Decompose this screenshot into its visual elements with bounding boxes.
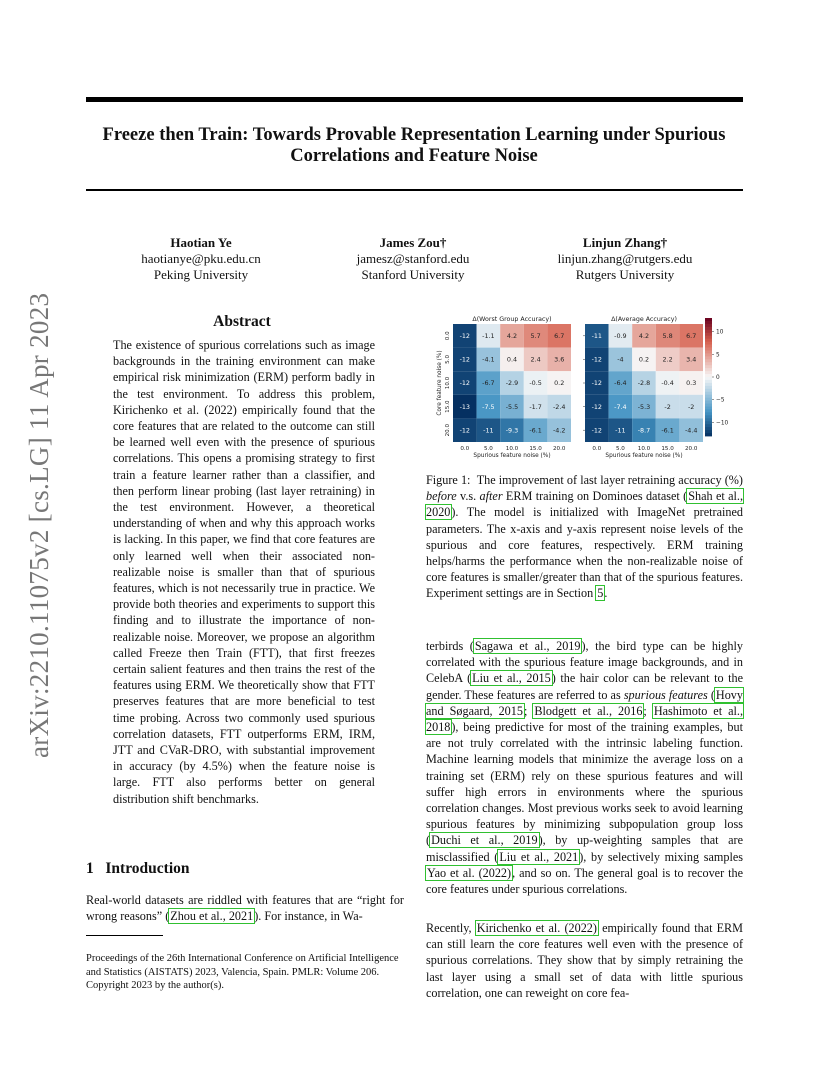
colorbar-segment [705,389,712,392]
top-rule [86,97,743,102]
colorbar-segment [705,407,712,410]
colorbar-segment [705,383,712,386]
text-run: Recently, [426,921,476,935]
cell-label: -9.3 [505,426,519,435]
colorbar-segment [705,324,712,327]
cell-label: -2.4 [552,402,566,411]
heatmap-title: Δ(Average Accuracy) [611,316,677,323]
cell-label: 0.2 [638,355,650,364]
author-affiliation: Stanford University [361,267,465,282]
cell-label: -8.7 [637,426,651,435]
cell-label: 5.7 [530,332,541,340]
author-affiliation: Peking University [153,267,249,282]
text-run: ), by up-weighting samples that are misclassified ( [426,833,743,864]
colorbar-segment [705,430,712,433]
colorbar-segment [705,333,712,336]
colorbar-segment [705,377,712,380]
x-axis-label: Spurious feature noise (%) [473,453,551,459]
text-run: ; [523,703,534,718]
cell-label: -11 [591,332,603,340]
cell-label: 0.3 [686,379,697,388]
cell-label: -12 [459,426,471,435]
colorbar-segment [705,386,712,389]
cell-label: -0.5 [529,379,542,388]
author-affiliation: Rutgers University [575,267,675,282]
citation-link[interactable]: Liu et al., 2021 [499,849,579,864]
colorbar-tick-label: −5 [716,397,725,404]
citation-link[interactable]: Yao et al. (2022) [427,865,512,880]
citation-link[interactable]: Zhou et al., 2021 [170,909,254,924]
colorbar-segment [705,427,712,430]
colorbar-segment [705,348,712,351]
colorbar-segment [705,327,712,330]
citation-link[interactable]: Liu et al., 2015 [472,671,551,686]
colorbar-segment [705,339,712,342]
colorbar-segment [705,418,712,421]
colorbar-segment [705,350,712,353]
cell-label: -12 [591,402,603,411]
cell-label: -5.5 [505,402,519,411]
arxiv-stamp: arXiv:2210.11075v2 [cs.LG] 11 Apr 2023 [24,292,54,758]
title-rule [86,189,743,191]
right-column-paragraph-1 [426,638,743,897]
intro-heading: 1 Introduction [86,860,190,877]
author-2 [313,235,513,283]
figure-1-heatmaps [432,312,748,462]
x-axis-label: Spurious feature noise (%) [605,453,683,459]
cell-label: -12 [591,355,603,364]
cell-label: -2 [664,402,671,411]
cell-label: -2.9 [505,379,519,388]
footnote: Proceedings of the 26th International Conference on Artificial Intelligence and Statistics (AISTATS) 2023, Valencia, Spain. PMLR: Volume 206. Copyright 2023 by the author(s). [86,953,399,991]
colorbar-segment [705,318,712,321]
colorbar-segment [705,362,712,365]
cell-label: -4 [617,355,624,364]
colorbar-segment [705,395,712,398]
citation-link[interactable]: Blodgett et al., 2016 [534,703,643,718]
colorbar-segment [705,371,712,374]
y-tick-label: 20.0 [445,423,451,437]
cell-label: 3.4 [686,355,697,364]
colorbar-segment [705,342,712,345]
colorbar-segment [705,356,712,359]
cell-label: -11 [615,426,626,435]
x-tick-label: 5.0 [483,446,493,452]
cell-label: -12 [459,355,471,364]
cell-label: 6.7 [554,332,565,340]
emphasis-text: spurious features [623,687,708,702]
colorbar-segment [705,404,712,407]
colorbar-segment [705,368,712,371]
y-tick-label: 5.0 [445,354,451,364]
cell-label: -0.9 [614,332,627,340]
cell-label: 5.8 [662,332,673,340]
cell-label: -5.3 [637,402,651,411]
text-run: ), the bird type can be highly correlated with the spurious feature image backgrounds, and in CelebA ( [426,639,743,686]
caption-body: The improvement of last layer retraining accuracy (%) before v.s. after ERM training on Dominoes dataset (Shah et al., 2020). The model is initialized with ImageNet pretrained parameters. The x-axis and y-axis represent noise levels of the spurious and core features, respectively. ERM training helps/harms the performance when the non-realizable noise of core features is smaller/greater than that of the spurious features. Experiment settings are in Section 5. [426,473,743,601]
y-tick-label: 15.0 [445,400,451,413]
y-axis-label: Core feature noise (%) [437,350,443,416]
cell-label: 0.2 [554,379,565,388]
cell-label: -6.4 [614,379,627,388]
colorbar-segment [705,345,712,348]
x-tick-label: 10.0 [637,446,651,452]
cell-label: 6.7 [686,332,697,340]
cell-label: -12 [459,379,471,388]
cell-label: 4.2 [638,332,650,340]
colorbar-tick-label: 0 [716,375,720,381]
x-tick-label: 15.0 [661,446,674,452]
heatmap-title: Δ(Worst Group Accuracy) [472,316,552,323]
colorbar-segment [705,409,712,412]
author-name: James Zou† [379,235,447,250]
text-run: ; [643,703,653,718]
author-name: Haotian Ye [170,235,232,250]
caption-label: Figure 1: [426,473,471,487]
x-tick-label: 20.0 [684,446,698,452]
colorbar-segment [705,330,712,333]
cell-label: 2.4 [530,355,541,364]
citation-link[interactable]: Shah et al., 2020 [426,489,743,520]
colorbar-tick-label: −10 [716,420,729,427]
cell-label: -4.2 [552,426,566,435]
author-email[interactable]: haotianye@pku.edu.cn [141,251,261,266]
abstract-heading: Abstract [213,313,271,330]
cell-label: 0.4 [506,355,518,364]
author-name: Linjun Zhang† [582,235,668,250]
colorbar-segment [705,433,712,436]
cell-label: -12 [459,332,471,340]
cell-label: -1.7 [529,402,542,411]
right-column-paragraph-2 [426,920,743,1001]
cell-label: 3.6 [554,355,565,364]
cell-label: -1.1 [482,332,495,340]
author-3 [525,235,725,283]
colorbar-segment [705,353,712,356]
colorbar-segment [705,415,712,418]
cell-label: -12 [591,379,603,388]
cell-label: -2 [688,402,695,411]
colorbar-segment [705,424,712,427]
paper-title: Freeze then Train: Towards Provable Representation Learning under Spurious Correlations and Feature Noise [102,125,726,166]
citation-link[interactable]: Hashimoto et al., 2018 [426,703,743,735]
text-run: ) the hair color can be relevant to the gender. These features are referred to as [426,671,743,702]
citation-link[interactable]: Kirichenko et al. (2022) [476,921,597,935]
colorbar-segment [705,374,712,377]
x-tick-label: 0.0 [592,446,602,452]
text-run: ), by selectively mixing samples [579,849,744,864]
citation-link[interactable]: Duchi et al., 2019 [431,833,538,848]
cell-label: -7.4 [614,402,627,411]
colorbar-segment [705,359,712,362]
cell-label: -6.7 [482,379,495,388]
colorbar-tick-label: 5 [716,352,720,359]
figure-caption [426,472,743,602]
author-email[interactable]: jamesz@stanford.edu [356,251,470,266]
colorbar-segment [705,412,712,415]
text-run: ), being predictive for most of the training examples, but are not truly correlated with the intrinsic labeling function. Machine learning models that minimize the average loss on a training set (ERM) rely on these spurious features and will suffer high errors in environments where the spurious correlation changes. Most previous works seek to avoid learning spurious features by minimizing subpopulation group loss ( [426,720,743,848]
colorbar-tick-label: 10 [716,329,724,336]
author-1 [101,235,301,283]
colorbar-segment [705,365,712,368]
cell-label: -11 [483,426,494,435]
x-tick-label: 20.0 [552,446,566,452]
abstract-text: The existence of spurious correlations such as image backgrounds in the training environment can make empirical risk minimization (ERM) perform badly in the test environment. To address this problem, Kirichenko et al. (2022) empirically found that the core features that are related to the outcome can still be learned well even with the presence of spurious correlations. This opens a promising strategy to first train a feature learner rather than a classifier, and then perform linear probing (last layer retraining) in the test environment. However, a theoretical understanding of when and why this approach works is lacking. In this paper, we find that core features are only learned well when their associated non-realizable noise is smaller than that of spurious features, which is not necessarily true in practice. We provide both theories and experiments to support this finding and to illustrate the importance of non-realizable noise. Moreover, we propose an algorithm called Freeze then Train (FTT), that first freezes certain salient features and then trains the rest of the features using ERM. We theoretically show that FTT preserves features that are more beneficial to test time probing. Across two commonly used spurious correlation datasets, FTT outperforms ERM, IRM, JTT and CVaR-DRO, with substantial improvement in accuracy (by 4.5%) when the feature noise is large. FTT also performs better on general distribution shift benchmarks. [113,338,375,806]
colorbar-segment [705,380,712,383]
y-tick-label: 10.0 [445,376,451,390]
cell-label: -6.1 [529,426,542,435]
text-run: ( [707,687,715,702]
citation-link[interactable]: Hovy and Søgaard, 2015 [426,687,743,718]
author-email[interactable]: linjun.zhang@rutgers.edu [557,251,693,266]
colorbar-segment [705,421,712,424]
cell-label: -0.4 [661,379,674,388]
citation-link[interactable]: 5 [597,586,604,601]
cell-label: -12 [591,426,603,435]
cell-label: 4.2 [506,332,518,340]
colorbar-segment [705,336,712,339]
cell-label: -6.1 [661,426,674,435]
intro-text-a: Real-world datasets are riddled with features that are “right for wrong reasons” ( [86,893,404,924]
cell-label: -4.4 [684,426,698,435]
text-run: , and so on. The general goal is to recover the core features under spurious correlations. [426,865,743,897]
text-run: terbirds ( [426,639,474,653]
footnote-rule [86,935,163,936]
intro-text [86,892,404,924]
y-tick-label: 0.0 [445,331,451,341]
citation-link[interactable]: Sagawa et al., 2019 [474,639,581,653]
intro-text-b: ). For instance, in Wa- [254,909,363,924]
cell-label: -4.1 [482,355,495,364]
colorbar-segment [705,321,712,324]
cell-label: -7.5 [482,402,495,411]
text-run: empirically found that ERM can still learn the core features well even with the presence of spurious correlations. They show that by simply retraining the last layer using a small set of data with little spurious correlation, one can reweight on core fea- [426,921,744,1000]
colorbar-segment [705,401,712,404]
cell-label: -2.8 [637,379,651,388]
x-tick-label: 0.0 [460,446,470,452]
x-tick-label: 15.0 [529,446,542,452]
x-tick-label: 5.0 [615,446,625,452]
colorbar-segment [705,392,712,395]
cell-label: -13 [459,402,471,411]
x-tick-label: 10.0 [505,446,519,452]
colorbar-segment [705,398,712,401]
cell-label: 2.2 [662,355,673,364]
